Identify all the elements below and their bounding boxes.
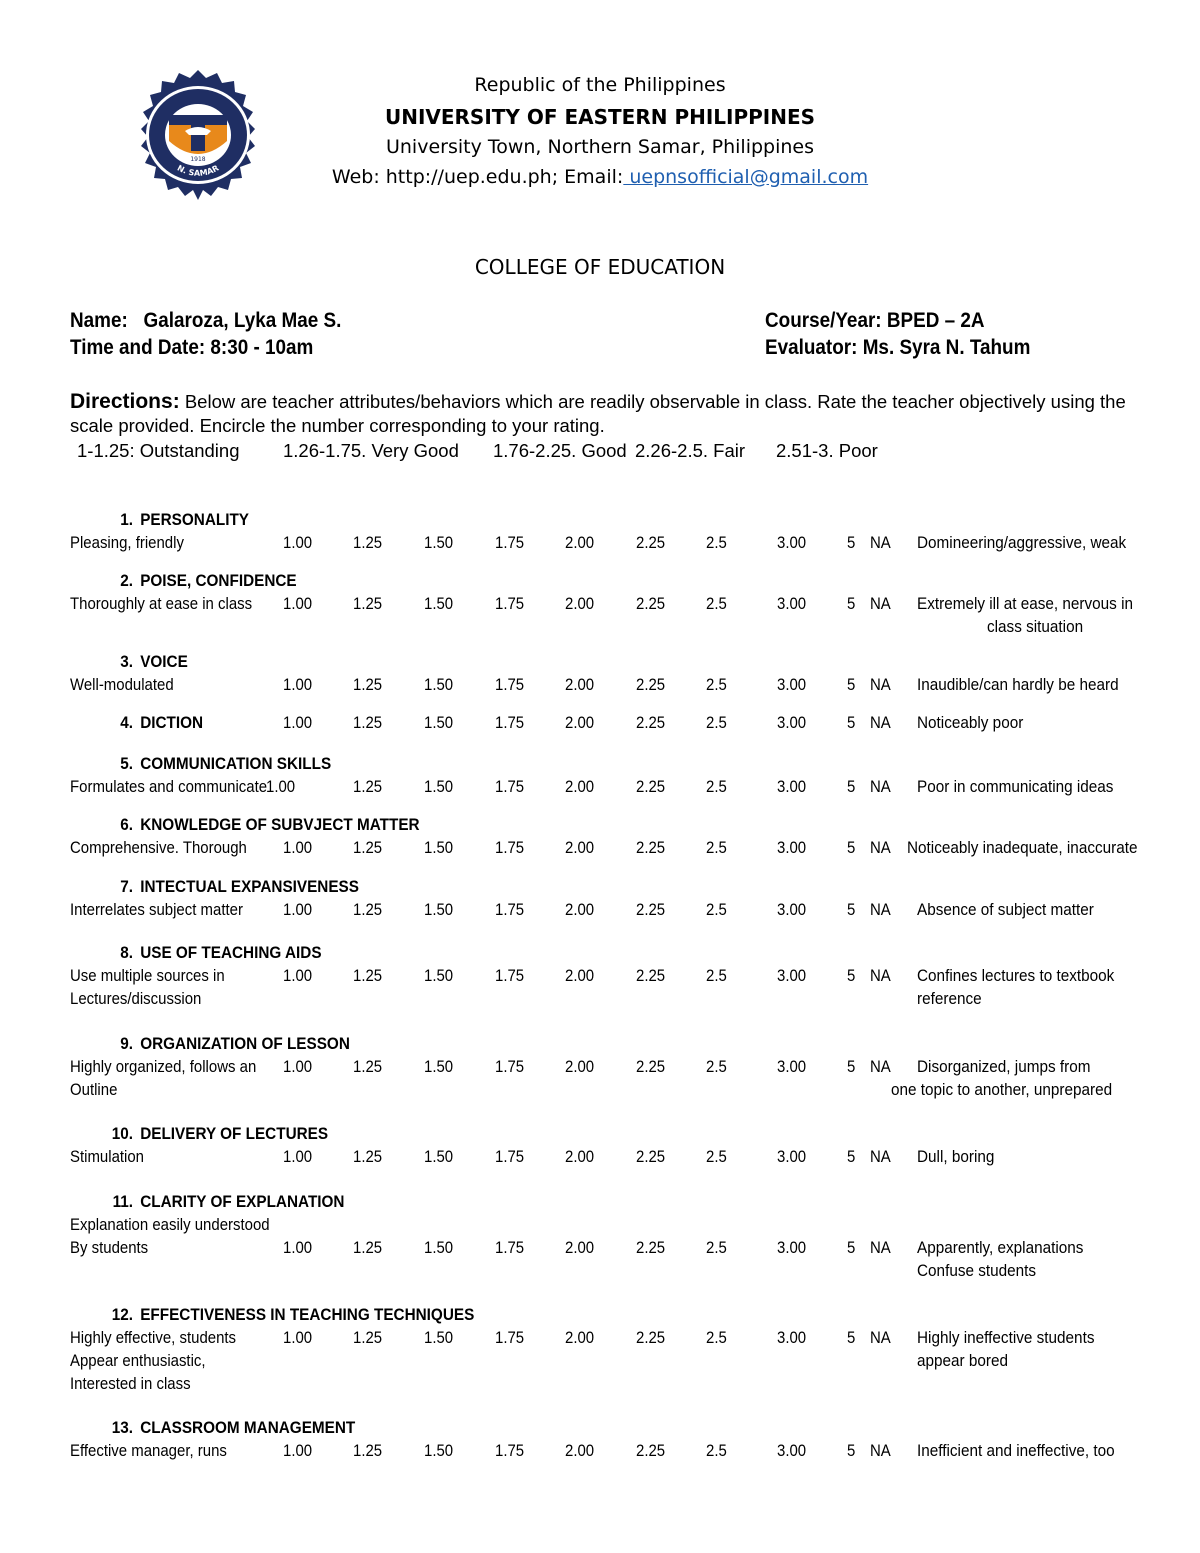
score-option[interactable]: 5 — [847, 675, 856, 694]
item-title — [70, 510, 249, 530]
item-number: 1. — [120, 510, 133, 529]
directions-text: Below are teacher attributes/behaviors which are readily observable in class. Rate the teacher objectively using the scale provided. Encircle the number corresponding to your rating. — [70, 391, 1126, 436]
score-option[interactable]: 1.50 — [424, 594, 454, 613]
item-number: 4. — [120, 713, 133, 732]
score-option[interactable]: 2.00 — [565, 838, 595, 857]
item-negative-descriptor: appear bored — [917, 1351, 1009, 1370]
item-description: Interrelates subject matter — [70, 900, 243, 919]
item-negative-descriptor: Apparently, explanations — [917, 1238, 1084, 1257]
score-option[interactable]: 2.00 — [565, 900, 595, 919]
score-option[interactable]: 5 — [847, 900, 856, 919]
score-option[interactable]: 1.00 — [283, 713, 313, 732]
score-option[interactable]: 1.50 — [424, 777, 454, 796]
header-address: University Town, Northern Samar, Philippines — [385, 136, 815, 158]
score-option[interactable]: 5 — [847, 1147, 856, 1166]
seal-top-text — [127, 69, 269, 72]
score-option[interactable]: 1.50 — [424, 1057, 454, 1076]
score-option[interactable]: 1.50 — [424, 533, 454, 552]
score-option[interactable]: 2.00 — [565, 777, 595, 796]
item-negative-descriptor: one topic to another, unprepared — [891, 1080, 1113, 1099]
score-option[interactable]: 2.00 — [565, 594, 595, 613]
score-option[interactable]: 2.5 — [706, 594, 727, 613]
item-title-text: DICTION — [140, 713, 204, 732]
time-value: 8:30 - 10am — [210, 336, 314, 359]
score-option[interactable]: 1.75 — [495, 1238, 525, 1257]
item-title — [70, 754, 331, 774]
item-title-text: VOICE — [140, 652, 188, 671]
score-option[interactable]: 1.50 — [424, 675, 454, 694]
item-title — [70, 943, 322, 963]
score-option[interactable]: 3.00 — [777, 1441, 807, 1460]
item-number: 5. — [120, 754, 133, 773]
score-option[interactable]: 3.00 — [777, 777, 807, 796]
score-option[interactable]: 1.75 — [495, 594, 525, 613]
score-option[interactable]: 1.25 — [353, 966, 383, 985]
item-title — [70, 571, 297, 591]
item-description: Interested in class — [70, 1374, 191, 1393]
score-option[interactable]: 2.00 — [565, 1147, 595, 1166]
time-row — [70, 336, 313, 360]
header-university: UNIVERSITY OF EASTERN PHILIPPINES — [384, 105, 816, 129]
item-description: Highly effective, students — [70, 1328, 237, 1347]
score-option[interactable]: NA — [870, 1328, 891, 1347]
score-option[interactable]: 1.00 — [283, 966, 313, 985]
score-option[interactable]: 2.25 — [636, 594, 666, 613]
seal-emblem-icon — [127, 69, 269, 201]
score-option[interactable]: 2.25 — [636, 838, 666, 857]
item-negative-descriptor: class situation — [987, 617, 1084, 636]
item-title-text: ORGANIZATION OF LESSON — [140, 1034, 350, 1053]
score-option[interactable]: 2.00 — [565, 713, 595, 732]
score-option[interactable]: 1.00 — [283, 1057, 313, 1076]
item-description: Use multiple sources in — [70, 966, 225, 985]
score-option[interactable]: 2.25 — [636, 713, 666, 732]
score-option[interactable]: 5 — [847, 1441, 856, 1460]
item-number: 2. — [120, 571, 133, 590]
score-option[interactable]: 5 — [847, 838, 856, 857]
item-number: 11. — [112, 1192, 133, 1211]
score-option[interactable]: 3.00 — [777, 838, 807, 857]
item-title — [70, 1124, 328, 1144]
item-negative-descriptor: Disorganized, jumps from — [917, 1057, 1091, 1076]
name-label: Name: — [70, 309, 128, 332]
score-option[interactable]: 1.25 — [353, 594, 383, 613]
score-option[interactable]: 2.25 — [636, 966, 666, 985]
score-option[interactable]: 1.50 — [424, 1328, 454, 1347]
score-option[interactable]: NA — [870, 675, 891, 694]
score-option[interactable]: 1.00 — [283, 1441, 313, 1460]
header-republic: Republic of the Philippines — [474, 74, 726, 96]
score-option[interactable]: 1.00 — [283, 1328, 313, 1347]
score-option[interactable]: NA — [870, 713, 891, 732]
seal-bottom-text: N. SAMAR — [175, 163, 221, 178]
score-option[interactable]: 2.25 — [636, 900, 666, 919]
item-description: Pleasing, friendly — [70, 533, 184, 552]
score-option[interactable]: 2.25 — [636, 1238, 666, 1257]
item-number: 6. — [120, 815, 133, 834]
score-option[interactable]: 2.00 — [565, 1441, 595, 1460]
score-option[interactable]: 2.00 — [565, 966, 595, 985]
course-value: BPED – 2A — [886, 309, 985, 332]
item-number: 7. — [120, 877, 133, 896]
college-title: COLLEGE OF EDUCATION — [474, 255, 726, 279]
score-option[interactable]: 1.50 — [424, 1238, 454, 1257]
item-title-text: INTECTUAL EXPANSIVENESS — [140, 877, 359, 896]
score-option[interactable]: 5 — [847, 777, 856, 796]
score-option[interactable]: 1.25 — [353, 777, 383, 796]
score-option[interactable]: 3.00 — [777, 675, 807, 694]
item-description: By students — [70, 1238, 149, 1257]
item-negative-descriptor: Confuse students — [917, 1261, 1037, 1280]
item-description: Effective manager, runs — [70, 1441, 227, 1460]
item-title-text: CLARITY OF EXPLANATION — [140, 1192, 345, 1211]
university-seal-logo — [127, 69, 269, 201]
score-option[interactable]: 5 — [847, 594, 856, 613]
scale-good: 1.76-2.25. Good — [493, 440, 627, 461]
score-option[interactable]: 3.00 — [777, 713, 807, 732]
score-option[interactable]: NA — [870, 838, 891, 857]
header-web: Web: http://uep.edu.ph; Email: — [331, 166, 624, 188]
score-option[interactable]: 3.00 — [777, 1057, 807, 1076]
score-option[interactable]: 2.5 — [706, 1328, 727, 1347]
score-option[interactable]: 1.50 — [424, 838, 454, 857]
score-option[interactable]: 2.25 — [636, 1147, 666, 1166]
score-option[interactable]: 1.50 — [424, 966, 454, 985]
item-negative-descriptor: Absence of subject matter — [917, 900, 1094, 919]
evaluator-label: Evaluator: — [765, 336, 858, 359]
item-negative-descriptor: Inefficient and ineffective, too — [917, 1441, 1115, 1460]
score-option[interactable]: 1.25 — [353, 1057, 383, 1076]
item-title — [70, 815, 420, 835]
score-option[interactable]: 2.5 — [706, 1057, 727, 1076]
score-option[interactable]: 2.5 — [706, 1147, 727, 1166]
score-option[interactable]: 1.00 — [283, 594, 313, 613]
score-option[interactable]: 5 — [847, 1238, 856, 1257]
score-option[interactable]: 1.75 — [495, 966, 525, 985]
score-option[interactable]: 5 — [847, 1328, 856, 1347]
item-negative-descriptor: Inaudible/can hardly be heard — [917, 675, 1119, 694]
score-option[interactable]: 1.00 — [266, 777, 296, 796]
score-option[interactable]: 1.00 — [283, 838, 313, 857]
score-option[interactable]: 1.75 — [495, 1441, 525, 1460]
item-description: Lectures/discussion — [70, 989, 202, 1008]
item-negative-descriptor: Noticeably inadequate, inaccurate — [907, 838, 1138, 857]
score-option[interactable]: 1.25 — [353, 1328, 383, 1347]
score-option[interactable]: 3.00 — [777, 966, 807, 985]
score-option[interactable]: NA — [870, 533, 891, 552]
item-negative-descriptor: Poor in communicating ideas — [917, 777, 1114, 796]
score-option[interactable]: 1.25 — [353, 900, 383, 919]
score-option[interactable]: 2.00 — [565, 675, 595, 694]
item-title-text: USE OF TEACHING AIDS — [140, 943, 322, 962]
score-option[interactable]: 5 — [847, 713, 856, 732]
item-description: Explanation easily understood — [70, 1215, 270, 1234]
score-option[interactable]: 2.5 — [706, 900, 727, 919]
score-option[interactable]: NA — [870, 1147, 891, 1166]
score-option[interactable]: 2.25 — [636, 1328, 666, 1347]
evaluator-row — [765, 336, 1030, 360]
score-option[interactable]: NA — [870, 594, 891, 613]
score-option[interactable]: 1.75 — [495, 900, 525, 919]
score-option[interactable]: 1.75 — [495, 713, 525, 732]
score-option[interactable]: 1.00 — [283, 533, 313, 552]
score-option[interactable]: NA — [870, 900, 891, 919]
score-option[interactable]: 2.5 — [706, 533, 727, 552]
item-negative-descriptor: reference — [917, 989, 982, 1008]
score-option[interactable]: 2.5 — [706, 966, 727, 985]
score-option[interactable]: 1.75 — [495, 838, 525, 857]
scale-poor: 2.51-3. Poor — [776, 440, 878, 461]
score-option[interactable]: NA — [870, 1057, 891, 1076]
score-option[interactable]: 5 — [847, 533, 856, 552]
course-label: Course/Year: — [765, 309, 882, 332]
score-option[interactable]: 2.5 — [706, 713, 727, 732]
item-number: 10. — [111, 1124, 133, 1143]
item-negative-descriptor: Extremely ill at ease, nervous in — [917, 594, 1133, 613]
score-option[interactable]: 5 — [847, 966, 856, 985]
email-link[interactable]: uepnsofficial@gmail.com — [623, 166, 869, 188]
item-title-text: POISE, CONFIDENCE — [140, 571, 297, 590]
score-option[interactable]: 2.25 — [636, 1441, 666, 1460]
item-negative-descriptor: Noticeably poor — [917, 713, 1024, 732]
score-option[interactable]: 2.00 — [565, 1328, 595, 1347]
score-option[interactable]: 1.75 — [495, 1147, 525, 1166]
score-option[interactable]: 2.25 — [636, 675, 666, 694]
score-option[interactable]: 1.25 — [353, 1147, 383, 1166]
item-title — [70, 1305, 474, 1325]
item-description: Formulates and communicate — [70, 777, 268, 796]
item-title-text: PERSONALITY — [140, 510, 250, 529]
item-description: Highly organized, follows an — [70, 1057, 257, 1076]
score-option[interactable]: 2.25 — [636, 1057, 666, 1076]
score-option[interactable]: 2.5 — [706, 777, 727, 796]
score-option[interactable]: 3.00 — [777, 533, 807, 552]
score-option[interactable]: 1.25 — [353, 713, 383, 732]
directions — [70, 390, 1135, 438]
name-row — [70, 309, 341, 333]
item-negative-descriptor: Dull, boring — [917, 1147, 995, 1166]
score-option[interactable]: 1.00 — [283, 1147, 313, 1166]
score-option[interactable]: 1.25 — [353, 1238, 383, 1257]
score-option[interactable]: 1.25 — [353, 533, 383, 552]
item-number: 3. — [120, 652, 133, 671]
score-option[interactable]: 2.00 — [565, 1057, 595, 1076]
score-option[interactable]: 2.5 — [706, 675, 727, 694]
time-label: Time and Date: — [70, 336, 206, 359]
item-title — [70, 652, 188, 672]
score-option[interactable]: NA — [870, 1441, 891, 1460]
score-option[interactable]: 2.25 — [636, 533, 666, 552]
score-option[interactable]: 1.75 — [495, 675, 525, 694]
item-description: Outline — [70, 1080, 118, 1099]
score-option[interactable]: 3.00 — [777, 1238, 807, 1257]
score-option[interactable]: 1.00 — [283, 900, 313, 919]
score-option[interactable]: 2.00 — [565, 533, 595, 552]
scale-outstanding: 1-1.25: Outstanding — [77, 440, 240, 461]
item-title-text: EFFECTIVENESS IN TEACHING TECHNIQUES — [140, 1305, 475, 1324]
header-contact — [300, 166, 900, 188]
score-option[interactable]: 1.25 — [353, 675, 383, 694]
score-option[interactable]: 2.5 — [706, 1441, 727, 1460]
score-option[interactable]: 1.50 — [424, 1441, 454, 1460]
score-option[interactable]: 1.50 — [424, 713, 454, 732]
score-option[interactable]: 3.00 — [777, 900, 807, 919]
score-option[interactable]: 1.75 — [495, 1057, 525, 1076]
score-option[interactable]: 1.75 — [495, 1328, 525, 1347]
item-title-text: COMMUNICATION SKILLS — [140, 754, 332, 773]
score-option[interactable]: NA — [870, 1238, 891, 1257]
scale-fair: 2.26-2.5. Fair — [635, 440, 746, 461]
item-negative-descriptor: Confines lectures to textbook — [917, 966, 1115, 985]
directions-label: Directions: — [70, 390, 180, 413]
item-title-text: DELIVERY OF LECTURES — [140, 1124, 329, 1143]
item-negative-descriptor: Highly ineffective students — [917, 1328, 1095, 1347]
item-negative-descriptor: Domineering/aggressive, weak — [917, 533, 1127, 552]
item-description: Appear enthusiastic, — [70, 1351, 206, 1370]
score-option[interactable]: 1.50 — [424, 900, 454, 919]
score-option[interactable]: 1.00 — [283, 1238, 313, 1257]
score-option[interactable]: 2.00 — [565, 1238, 595, 1257]
score-option[interactable]: 1.50 — [424, 1147, 454, 1166]
item-title — [70, 713, 203, 733]
score-option[interactable]: 1.75 — [495, 533, 525, 552]
score-option[interactable]: 2.25 — [636, 777, 666, 796]
item-number: 8. — [120, 943, 133, 962]
score-option[interactable]: 1.25 — [353, 838, 383, 857]
scale-very-good: 1.26-1.75. Very Good — [283, 440, 459, 461]
item-title-text: KNOWLEDGE OF SUBVJECT MATTER — [140, 815, 420, 834]
score-option[interactable]: 2.5 — [706, 1238, 727, 1257]
item-number: 9. — [120, 1034, 133, 1053]
score-option[interactable]: 3.00 — [777, 594, 807, 613]
item-title — [70, 1418, 355, 1438]
item-title — [70, 1034, 350, 1054]
score-option[interactable]: 5 — [847, 1057, 856, 1076]
score-option[interactable]: 1.25 — [353, 1441, 383, 1460]
evaluator-value: Ms. Syra N. Tahum — [862, 336, 1031, 359]
item-description: Well-modulated — [70, 675, 174, 694]
item-description: Comprehensive. Thorough — [70, 838, 247, 857]
score-option[interactable]: NA — [870, 966, 891, 985]
score-option[interactable]: 2.5 — [706, 838, 727, 857]
score-option[interactable]: NA — [870, 777, 891, 796]
item-title — [70, 877, 359, 897]
item-number: 13. — [111, 1418, 133, 1437]
score-option[interactable]: 3.00 — [777, 1328, 807, 1347]
item-number: 12. — [111, 1305, 133, 1324]
score-option[interactable]: 3.00 — [777, 1147, 807, 1166]
seal-year: 1918 — [190, 156, 206, 163]
item-description: Stimulation — [70, 1147, 145, 1166]
score-option[interactable]: 1.75 — [495, 777, 525, 796]
item-title-text: CLASSROOM MANAGEMENT — [140, 1418, 356, 1437]
course-row — [765, 309, 985, 333]
score-option[interactable]: 1.00 — [283, 675, 313, 694]
name-value: Galaroza, Lyka Mae S. — [143, 309, 342, 332]
item-description: Thoroughly at ease in class — [70, 594, 253, 613]
item-title — [70, 1192, 345, 1212]
